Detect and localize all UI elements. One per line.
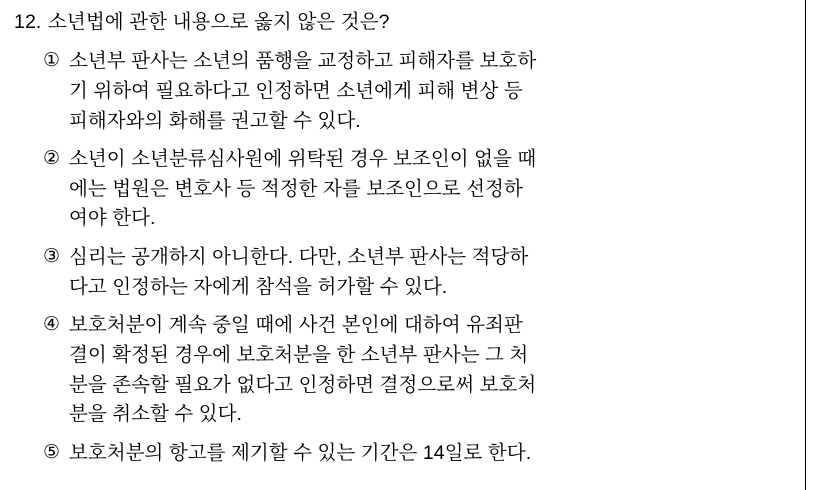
choice-marker-4: ④ [43, 314, 61, 336]
question-stem-text: 소년법에 관한 내용으로 옳지 않은 것은? [48, 11, 390, 33]
choice-line: 피해자와의 화해를 권고할 수 있다. [69, 109, 361, 132]
question-12 [14, 8, 794, 468]
choice-line: 기 위하여 필요하다고 인정하면 소년에게 피해 변상 등 [69, 79, 523, 102]
choice-option-3[interactable] [43, 243, 794, 302]
choice-marker-2: ② [43, 148, 61, 170]
choice-line: 소년부 판사는 소년의 품행을 교정하고 피해자를 보호하 [69, 50, 537, 73]
column-divider-rule [805, 0, 806, 490]
choice-line: 다고 인정하는 자에게 참석을 허가할 수 있다. [69, 275, 448, 298]
choice-line: 보호처분의 항고를 제기할 수 있는 기간은 14일로 한다. [69, 441, 532, 464]
choice-text-4 [69, 311, 794, 430]
question-stem [14, 8, 794, 37]
choice-marker-1: ① [43, 50, 61, 72]
choice-text-3 [69, 243, 794, 302]
choice-list [14, 47, 794, 468]
choice-text-1 [69, 47, 794, 136]
question-number: 12. [14, 11, 42, 33]
choice-marker-3: ③ [43, 246, 61, 267]
choice-line: 에는 법원은 변호사 등 적정한 자를 보조인으로 선정하 [69, 177, 523, 200]
choice-option-5[interactable] [43, 439, 794, 469]
choice-line: 결이 확정된 경우에 보호처분을 한 소년부 판사는 그 처 [69, 343, 529, 366]
choice-line: 소년이 소년분류심사원에 위탁된 경우 보조인이 없을 때 [69, 148, 537, 171]
choice-text-5 [69, 439, 794, 469]
choice-option-4[interactable] [43, 311, 794, 430]
choice-line: 분을 취소할 수 있다. [69, 403, 242, 426]
choice-marker-5: ⑤ [43, 441, 61, 463]
choice-line: 심리는 공개하지 아니한다. 다만, 소년부 판사는 적당하 [69, 246, 529, 268]
choice-line: 보호처분이 계속 중일 때에 사건 본인에 대하여 유죄판 [69, 314, 523, 337]
choice-line: 여야 한다. [69, 207, 156, 230]
choice-line: 분을 존속할 필요가 없다고 인정하면 결정으로써 보호처 [69, 373, 537, 396]
choice-text-2 [69, 145, 794, 234]
choice-option-2[interactable] [43, 145, 794, 234]
choice-option-1[interactable] [43, 47, 794, 136]
